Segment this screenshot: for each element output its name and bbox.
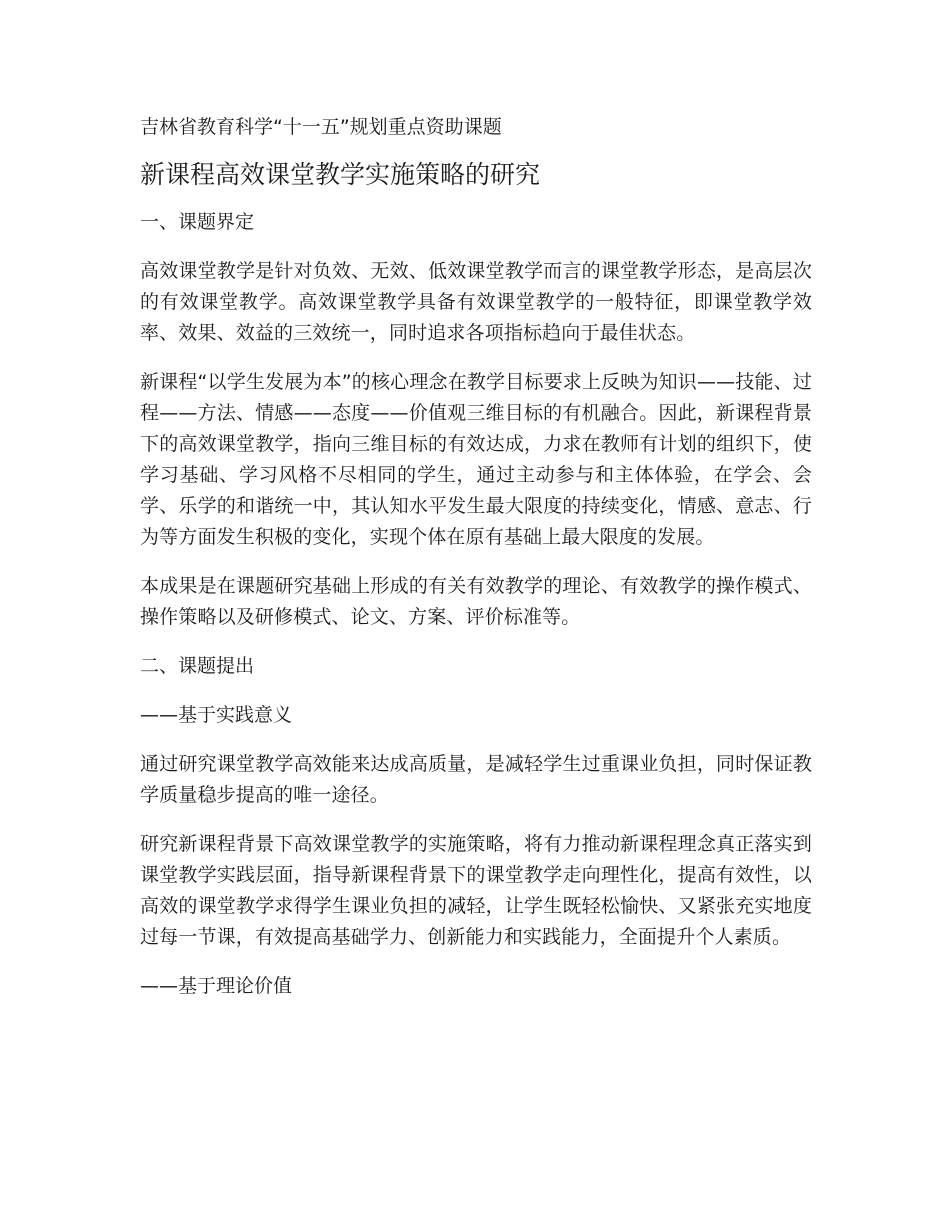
section-heading-proposal: 二、课题提出 bbox=[140, 655, 255, 677]
document-title: 新课程高效课堂教学实施策略的研究 bbox=[140, 160, 541, 189]
subheading-practical-significance: ——基于实践意义 bbox=[140, 704, 293, 726]
paragraph-practice-1: 通过研究课堂教学高效能来达成高质量，是减轻学生过重课业负担，同时保证教学质量稳步提高的唯一途径。 bbox=[140, 753, 812, 806]
section-heading-definition: 一、课题界定 bbox=[140, 211, 255, 233]
paragraph-definition-3: 本成果是在课题研究基础上形成的有关有效教学的理论、有效教学的操作模式、操作策略以及研修模式、论文、方案、评价标准等。 bbox=[140, 575, 812, 628]
paragraph-practice-2: 研究新课程背景下高效课堂教学的实施策略，将有力推动新课程理念真正落实到课堂教学实践层面，指导新课程背景下的课堂教学走向理性化，提高有效性，以高效的课堂教学求得学生课业负担的减轻，让学生既轻松愉快、又紧张充实地度过每一节课，有效提高基础学力、创新能力和实践能力，全面提升个人素质。 bbox=[140, 833, 812, 948]
subheading-theoretical-value: ——基于理论价值 bbox=[140, 975, 293, 997]
document-page bbox=[140, 112, 812, 1020]
paragraph-definition-1: 高效课堂教学是针对负效、无效、低效课堂教学而言的课堂教学形态，是高层次的有效课堂教学。高效课堂教学具备有效课堂教学的一般特征，即课堂教学效率、效果、效益的三效统一，同时追求各项指标趋向于最佳状态。 bbox=[140, 260, 812, 344]
paragraph-definition-2: 新课程“以学生发展为本”的核心理念在教学目标要求上反映为知识——技能、过程——方法、情感——态度——价值观三维目标的有机融合。因此，新课程背景下的高效课堂教学，指向三维目标的有效达成，力求在教师有计划的组织下，使学习基础、学习风格不尽相同的学生，通过主动参与和主体体验，在学会、会学、乐学的和谐统一中，其认知水平发生最大限度的持续变化，情感、意志、行为等方面发生积极的变化，实现个体在原有基础上最大限度的发展。 bbox=[140, 371, 812, 548]
document-subtitle: 吉林省教育科学“十一五”规划重点资助课题 bbox=[140, 116, 502, 138]
